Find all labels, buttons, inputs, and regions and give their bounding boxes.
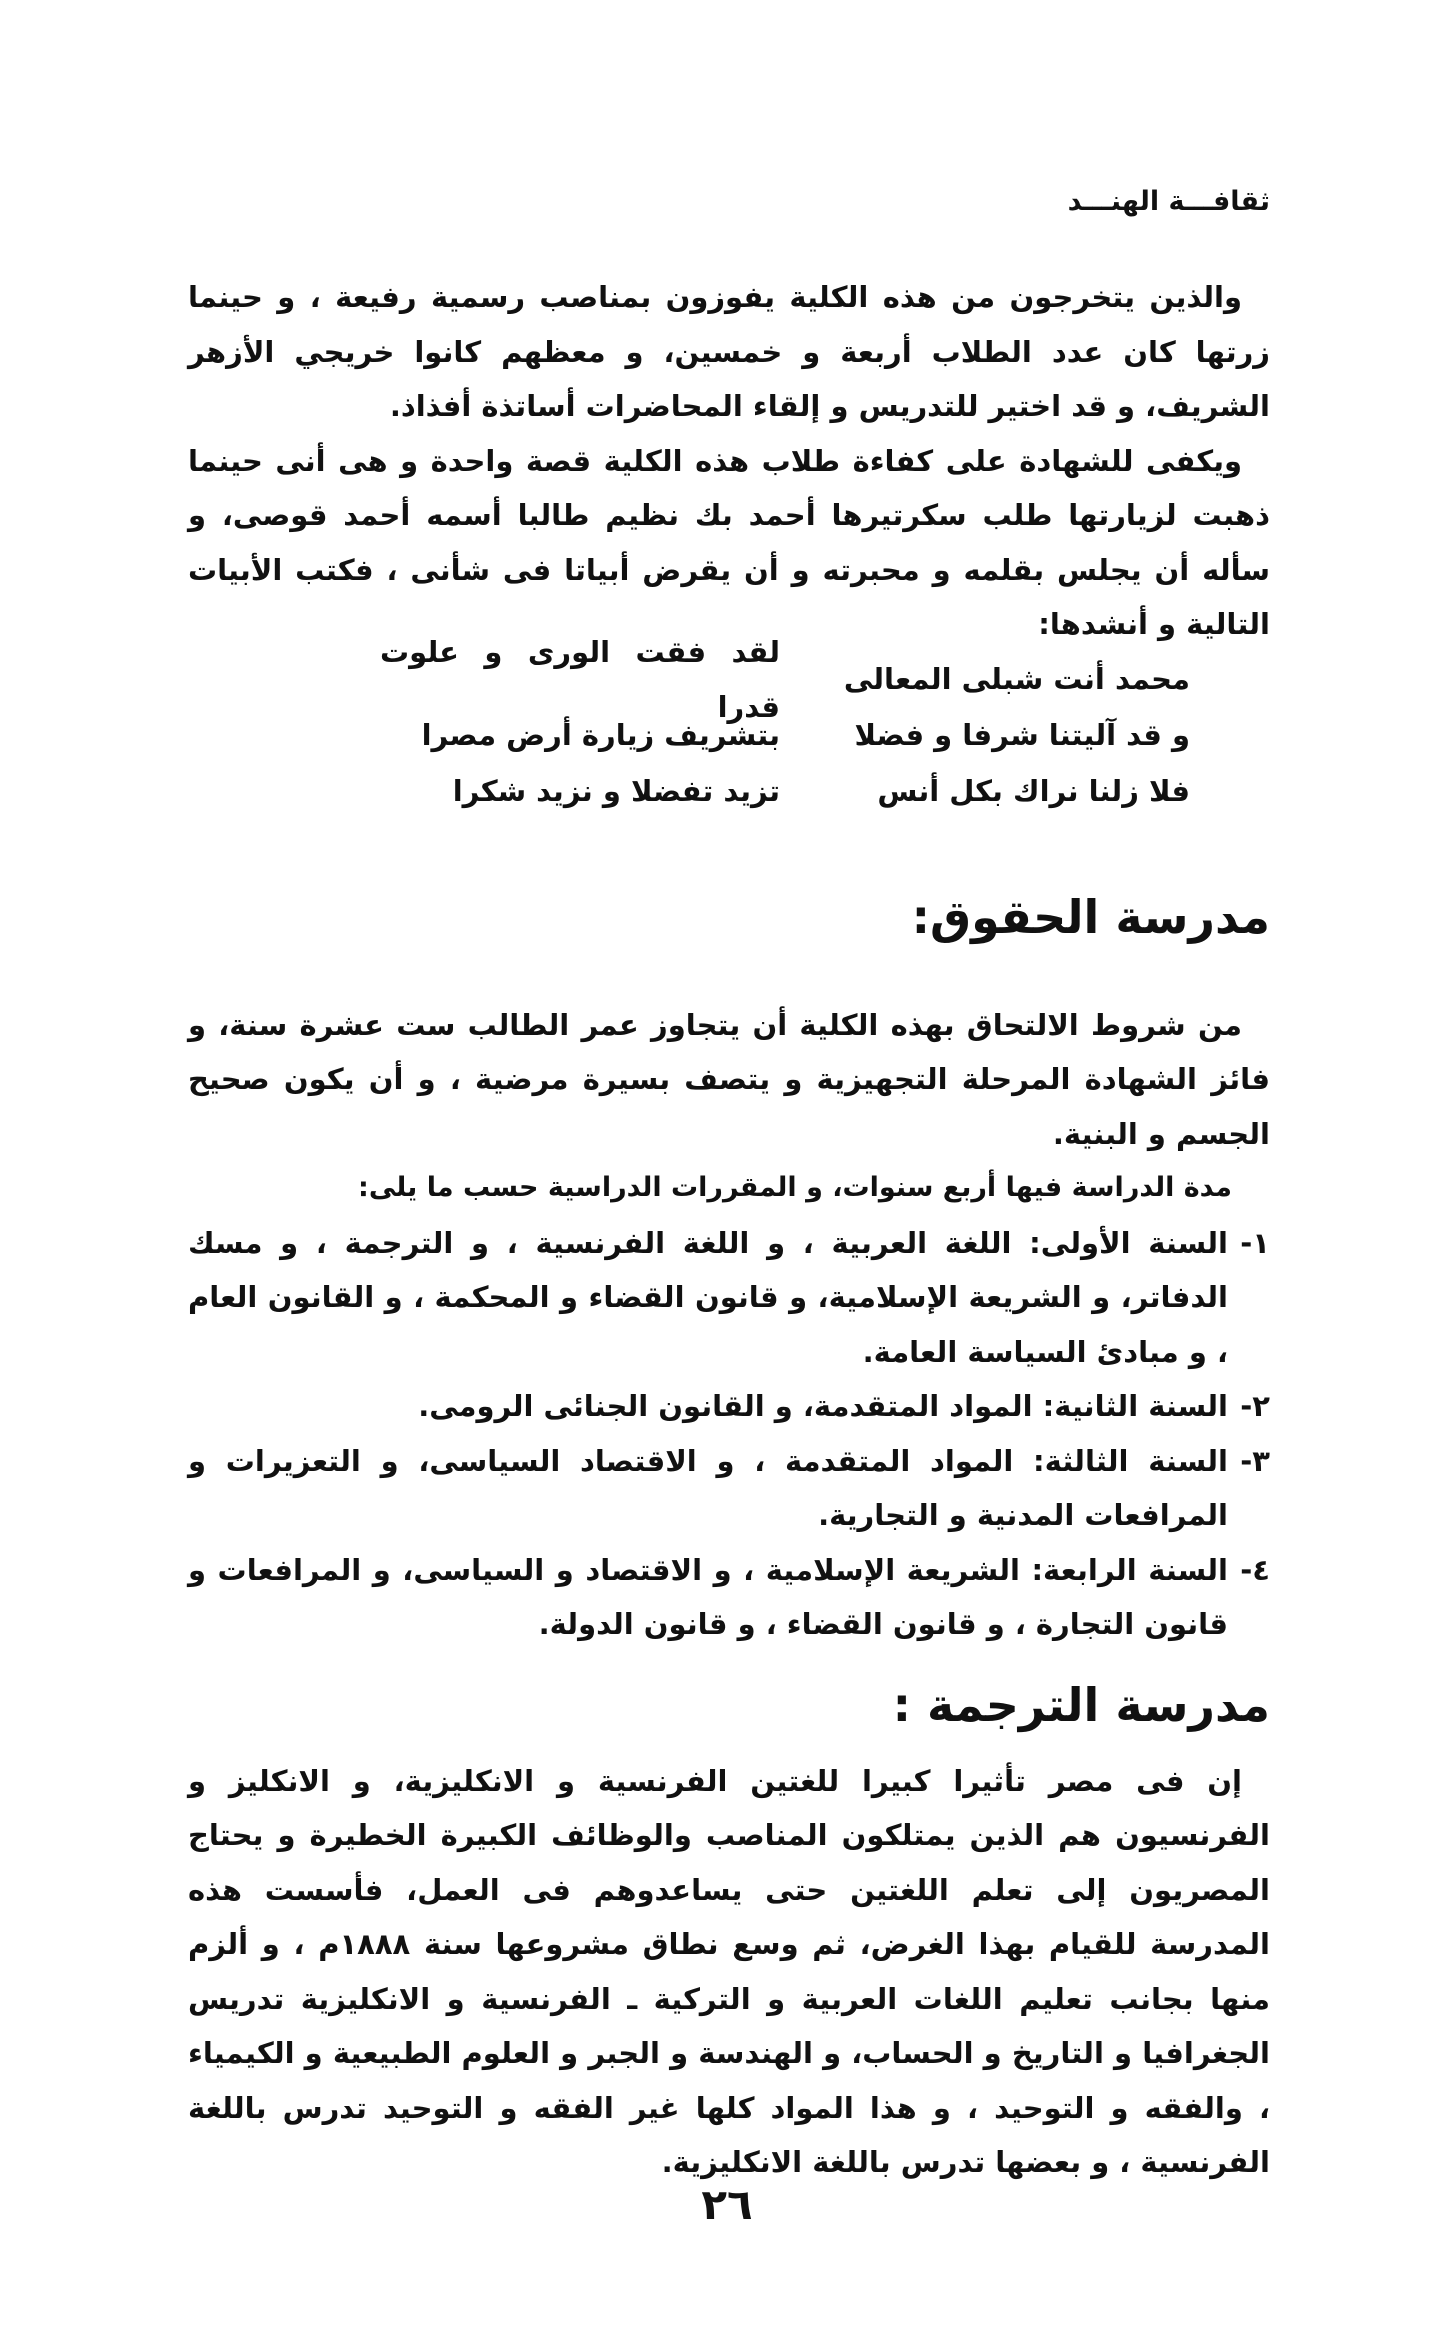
poem-line bbox=[188, 635, 1270, 724]
law-school-heading: مدرسة الحقوق: bbox=[911, 889, 1270, 944]
poem-line bbox=[188, 764, 1270, 820]
year-number: ٣- bbox=[1240, 1443, 1270, 1478]
study-duration-line: مدة الدراسة فيها أربع سنوات، و المقررات الدراسية حسب ما يلى: bbox=[358, 1172, 1232, 1203]
year-text: السنة الأولى: اللغة العربية ، و اللغة الفرنسية ، و الترجمة ، و مسك الدفاتر، و الشريعة الإسلامية، و قانون القضاء و المحكمة ، و القانون العام ، و مبادئ السياسة العامة. bbox=[188, 1225, 1228, 1369]
curriculum-year-item bbox=[188, 1379, 1270, 1434]
year-text: السنة الثالثة: المواد المتقدمة ، و الاقتصاد السياسى، و التعزيرات و المرافعات المدنية و التجارية. bbox=[188, 1443, 1228, 1532]
poem-first-hemistich: فلا زلنا نراك بكل أنس bbox=[877, 774, 1190, 809]
translation-school-paragraph: إن فى مصر تأثيرا كبيرا للغتين الفرنسية و الانكليزية، و الانكليز و الفرنسيون هم الذين يمتلكون المناصب والوظائف الكبيرة الخطيرة و يحتاج المصريون إلى تعلم اللغتين حتى يساعدوهم فى العمل، فأسست هذه المدرسة للقيام بهذا الغرض، ثم وسع نطاق مشروعها سنة ١٨٨٨م ، و ألزم منها بجانب تعليم اللغات العربية و التركية ـ الفرنسية و الانكليزية تدريس الجغرافيا و التاريخ و الحساب، و الهندسة و الجبر و العلوم الطبيعية و الكيمياء ، والفقه و التوحيد ، و هذا المواد كلها غير الفقه و التوحيد تدرس باللغة الفرنسية ، و بعضها تدرس باللغة الانكليزية. bbox=[188, 1763, 1270, 2179]
year-number: ٤- bbox=[1240, 1552, 1270, 1587]
year-text: السنة الرابعة: الشريعة الإسلامية ، و الاقتصاد و السياسى، و المرافعات و قانون التجارة ، و قانون القضاء ، و قانون الدولة. bbox=[188, 1552, 1228, 1641]
curriculum-year-item bbox=[188, 1216, 1270, 1380]
poem-second-hemistich: تزيد تفضلا و نزيد شكرا bbox=[452, 774, 780, 809]
poem-line bbox=[188, 708, 1270, 764]
year-text: السنة الثانية: المواد المتقدمة، و القانون الجنائى الرومى. bbox=[418, 1389, 1228, 1423]
poem bbox=[188, 635, 1270, 820]
law-school-paragraph: من شروط الالتحاق بهذه الكلية أن يتجاوز عمر الطالب ست عشرة سنة، و فائز الشهادة المرحلة التجهيزية و يتصف بسيرة مرضية ، و أن يكون صحيح الجسم و البنية. bbox=[188, 1007, 1270, 1151]
translation-school-heading: مدرسة الترجمة : bbox=[892, 1677, 1270, 1732]
year-number: ١- bbox=[1240, 1225, 1270, 1260]
poem-first-hemistich: و قد آليتنا شرفا و فضلا bbox=[854, 718, 1190, 753]
page-number: ٢٦ bbox=[701, 2180, 753, 2229]
intro-paragraph-2: ويكفى للشهادة على كفاءة طلاب هذه الكلية قصة واحدة و هى أنى حينما ذهبت لزيارتها طلب سكرتيرها أحمد بك نظيم طالبا أسمه أحمد قوصى، و سأله أن يجلس بقلمه و محبرته و أن يقرض أبياتا فى شأنى ، فكتب الأبيات التالية و أنشدها: bbox=[188, 443, 1270, 641]
curriculum-year-item bbox=[188, 1543, 1270, 1652]
year-number: ٢- bbox=[1240, 1389, 1270, 1423]
page-body bbox=[188, 270, 1270, 2190]
curriculum-list bbox=[188, 1216, 1270, 1652]
poem-first-hemistich: محمد أنت شبلى المعالى bbox=[843, 662, 1190, 697]
running-header: ثقافـــة الهنـــد bbox=[1067, 186, 1270, 217]
poem-second-hemistich: بتشريف زيارة أرض مصرا bbox=[421, 718, 780, 753]
intro-paragraph-1: والذين يتخرجون من هذه الكلية يفوزون بمناصب رسمية رفيعة ، و حينما زرتها كان عدد الطلاب أربعة و خمسين، و معظهم كانوا خريجي الأزهر الشريف، و قد اختير للتدريس و إلقاء المحاضرات أساتذة أفذاذ. bbox=[188, 280, 1270, 423]
poem-second-hemistich: لقد فقت الورى و علوت قدرا bbox=[380, 635, 780, 724]
curriculum-year-item bbox=[188, 1434, 1270, 1543]
